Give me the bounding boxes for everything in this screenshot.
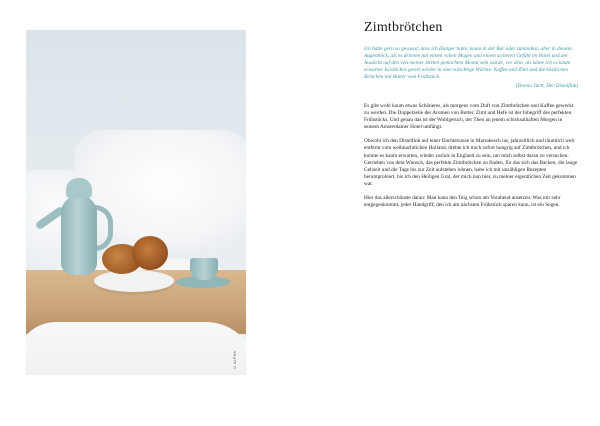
- bed-sheet: [26, 322, 246, 375]
- text-page: [364, 20, 578, 217]
- cup: [190, 258, 218, 280]
- epigraph-source: (Donna Tartt, Der Distelfink): [515, 83, 578, 90]
- breakfast-tray-photo: [26, 30, 246, 375]
- page-title: Zimtbrötchen: [364, 20, 443, 35]
- teapot-lid: [66, 178, 92, 198]
- paragraph: Hier das allerschönste daran: Man kann den Teig schon am Vorabend ansetzen. Was mir sehr entgegenkommt, jeder Handgriff, den ich am nächsten Frühstück sparen kann, ist ein Segen.: [364, 195, 561, 209]
- teapot: [61, 195, 97, 275]
- paragraph: Obwohl ich den Distelfink auf einer Dachterrasse in Marrakesch las, jahrzeitlich und räumlich weit entfernt vom weihnachtlichen Holland, drehte ich mich sofort hungrig auf Zimtbrötchen, und ich konnte es kaum erwarten, wieder zurück in England zu sein, um mich selbst daran zu versuchen. Getrieben von dem Wunsch, das perfekte Zimtbrötchen zu finden, für das sich das Backen, die lange Gehzeit und die Tage bis zur Zeit aufstehen lohnen, habe ich mit unzähligen Rezepten herumprobiert, bis ich den Heiligen Gral, der mich nun hier, zu meiner eigentlichen Zeit gekommen war.: [364, 138, 578, 188]
- photo-credit: © ALPHA: [232, 350, 237, 370]
- plate: [94, 270, 174, 292]
- body-text: [364, 103, 578, 210]
- cinnamon-bun: [132, 236, 168, 270]
- paragraph: Es gibt wohl kaum etwas Schöneres, als morgens vom Duft von Zimtbrötchen und Kaffee geweckt zu werden. Die Doppelzeile der Aromen von Butter, Zimt und Hefe ist der Inbegriff des perfekten Frühstücks. Und genau das ist der Wohlgeruch, der Theo an jenem schicksalhaften Morgen in seinem Amsterdamer Hotel umfängt.: [364, 102, 574, 131]
- epigraph-quote: Ich hätte gern so gewusst, dass ich Hunger hatte, kaum in der Bar oder zumindest, aber in diesem Augenblick, als es drinnen mit einem vollen Magen und einem sicheren Gefühl im Hotel und der Aussicht auf den von meiner letzten gemachten Monat sein würde, vor dem, als käme ich es kaum erwartet. Köstliches geriet wieder in eine zurichtige Wärme: Kaffee und Zimt und die köstlichen Brötchen mit Butter vom Frühstück.: [364, 46, 572, 81]
